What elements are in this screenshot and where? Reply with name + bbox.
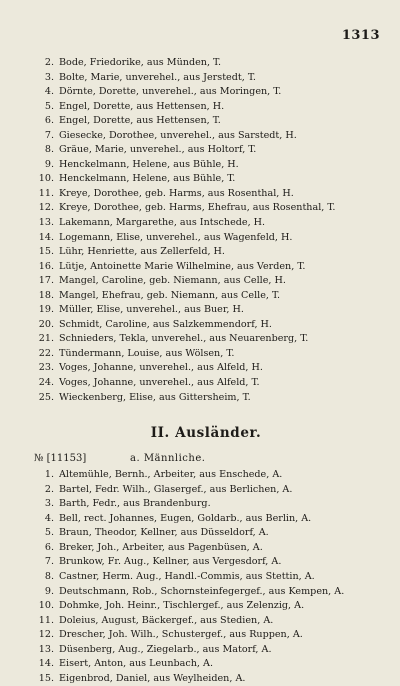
entry-text: Lakemann, Margarethe, aus Intschede, H.	[59, 217, 266, 229]
list-item	[34, 599, 378, 614]
entry-text: Voges, Johanne, unverehel., aus Alfeld, H.	[59, 362, 263, 374]
entry-text: Mangel, Ehefrau, geb. Niemann, aus Celle, T.	[59, 289, 281, 301]
entry-text: Gräue, Marie, unverehel., aus Holtorf, T.	[59, 144, 257, 156]
entry-number: 4.	[44, 512, 54, 524]
list-item	[34, 143, 378, 158]
list-item	[34, 289, 378, 304]
entry-text: Eisert, Anton, aus Leunbach, A.	[59, 658, 213, 670]
entry-number: 22.	[38, 347, 54, 359]
entry-number: 9.	[44, 158, 54, 170]
list-item	[34, 391, 378, 406]
list-item	[34, 347, 378, 362]
list-item	[34, 628, 378, 643]
list-item	[34, 201, 378, 216]
sub-heading	[34, 451, 378, 466]
entry-text: Henckelmann, Helene, aus Bühle, T.	[59, 173, 236, 185]
entry-number: 5.	[44, 527, 54, 539]
list-item	[34, 657, 378, 672]
entry-number: 21.	[38, 333, 54, 345]
entry-text: Düsenberg, Aug., Ziegelarb., aus Matorf, A.	[59, 643, 272, 655]
entry-number: 24.	[38, 377, 54, 389]
list-item	[34, 497, 378, 512]
entry-text: Dörnte, Dorette, unverehel., aus Moringen, T.	[59, 86, 282, 98]
list-item	[34, 56, 378, 71]
entry-number: 6.	[44, 541, 54, 553]
entry-number: 10.	[38, 173, 54, 185]
lower-entry-list	[34, 468, 378, 686]
list-item	[34, 100, 378, 115]
entry-number: 9.	[44, 585, 54, 597]
entry-number: 8.	[44, 570, 54, 582]
entry-text: Bolte, Marie, unverehel., aus Jerstedt, T.	[59, 71, 256, 83]
entry-text: Schmidt, Caroline, aus Salzkemmendorf, H.	[59, 318, 272, 330]
entry-text: Deutschmann, Rob., Schornsteinfegergef., aus Kempen, A.	[59, 585, 345, 597]
entry-text: Doleius, August, Bäckergef., aus Stedien, A.	[59, 614, 274, 626]
list-item	[34, 245, 378, 260]
entry-text: Bartel, Fedr. Wilh., Glasergef., aus Berlichen, A.	[59, 483, 293, 495]
entry-text: Braun, Theodor, Kellner, aus Düsseldorf, A.	[59, 527, 269, 539]
entry-number: 13.	[38, 643, 54, 655]
entry-text: Kreye, Dorothee, geb. Harms, aus Rosenthal, H.	[59, 187, 294, 199]
list-item	[34, 555, 378, 570]
entry-number: 3.	[44, 71, 54, 83]
entry-text: Bell, rect. Johannes, Eugen, Goldarb., aus Berlin, A.	[59, 512, 312, 524]
page-number: 1313	[341, 28, 380, 43]
entry-number: 11.	[38, 614, 54, 626]
entry-number: 19.	[38, 304, 54, 316]
entry-text: Lütje, Antoinette Marie Wilhelmine, aus Verden, T.	[59, 260, 306, 272]
entry-text: Wieckenberg, Elise, aus Gittersheim, T.	[59, 391, 251, 403]
entry-number: 3.	[44, 498, 54, 510]
list-item	[34, 231, 378, 246]
entry-text: Henckelmann, Helene, aus Bühle, H.	[59, 158, 239, 170]
entry-number: 2.	[44, 483, 54, 495]
list-item	[34, 274, 378, 289]
section-heading: II. Ausländer.	[150, 425, 262, 442]
list-item	[34, 361, 378, 376]
entry-text: Barth, Fedr., aus Brandenburg.	[59, 498, 211, 510]
list-item	[34, 216, 378, 231]
entry-number: 7.	[44, 129, 54, 141]
list-item	[34, 260, 378, 275]
list-item	[34, 376, 378, 391]
entry-text: Schnieders, Tekla, unverehel., aus Neuarenberg, T.	[59, 333, 309, 345]
list-item	[34, 303, 378, 318]
entry-text: Castner, Herm. Aug., Handl.-Commis, aus Stettin, A.	[59, 570, 315, 582]
list-item	[34, 318, 378, 333]
entry-text: Kreye, Dorothee, geb. Harms, Ehefrau, aus Rosenthal, T.	[59, 202, 336, 214]
entry-text: Bode, Friedorike, aus Münden, T.	[59, 57, 222, 68]
list-item	[34, 526, 378, 541]
entry-number: 11.	[38, 187, 54, 199]
list-item	[34, 468, 378, 483]
entry-text: Müller, Elise, unverehel., aus Buer, H.	[59, 304, 244, 316]
upper-entry-list	[34, 56, 378, 405]
list-item	[34, 585, 378, 600]
entry-text: Logemann, Elise, unverehel., aus Wagenfeld, H.	[59, 231, 293, 243]
entry-text: Mangel, Caroline, geb. Niemann, aus Celle, H.	[59, 275, 286, 287]
list-item	[34, 172, 378, 187]
entry-text: Lühr, Henriette, aus Zellerfeld, H.	[59, 246, 225, 258]
entry-number: 18.	[38, 289, 54, 301]
list-item	[34, 129, 378, 144]
entry-number: 16.	[38, 260, 54, 272]
entry-text: Brunkow, Fr. Aug., Kellner, aus Vergesdorf, A.	[59, 556, 282, 568]
entry-number: 12.	[38, 202, 54, 214]
list-item	[34, 85, 378, 100]
entry-text: Drescher, Joh. Wilh., Schustergef., aus Ruppen, A.	[59, 629, 303, 641]
list-item	[34, 114, 378, 129]
entry-text: Dohmke, Joh. Heinr., Tischlergef., aus Zelenzig, A.	[59, 600, 305, 612]
entry-number: 6.	[44, 115, 54, 127]
entry-number: 14.	[38, 658, 54, 670]
entry-number: 2.	[44, 57, 54, 68]
entry-number: 10.	[38, 600, 54, 612]
entry-number: 13.	[38, 217, 54, 229]
list-item	[34, 541, 378, 556]
list-item	[34, 512, 378, 527]
list-item	[34, 614, 378, 629]
entry-number: 23.	[38, 362, 54, 374]
entry-text: Engel, Dorette, aus Hettensen, T.	[59, 115, 221, 127]
list-item	[34, 158, 378, 173]
entry-number: 5.	[44, 100, 54, 112]
entry-text: Eigenbrod, Daniel, aus Weylheiden, A.	[59, 672, 246, 684]
entry-text: Giesecke, Dorothee, unverehel., aus Sarstedt, H.	[59, 129, 297, 141]
entry-number: 1.	[44, 469, 54, 481]
list-item	[34, 643, 378, 658]
entry-number: 8.	[44, 144, 54, 156]
list-item	[34, 187, 378, 202]
list-item	[34, 71, 378, 86]
entry-number: 17.	[38, 275, 54, 287]
list-item	[34, 332, 378, 347]
entry-text: Altemühle, Bernh., Arbeiter, aus Enschede, A.	[59, 469, 283, 481]
entry-number: 15.	[38, 246, 54, 258]
sub-heading-number: № [11153]	[34, 453, 87, 465]
entry-number: 7.	[44, 556, 54, 568]
list-item	[34, 672, 378, 686]
entry-text: Breker, Joh., Arbeiter, aus Pagenbüsen, A.	[59, 541, 263, 553]
entry-number: 4.	[44, 86, 54, 98]
entry-number: 12.	[38, 629, 54, 641]
entry-text: Engel, Dorette, aus Hettensen, H.	[59, 100, 225, 112]
entry-text: Tündermann, Louise, aus Wölsen, T.	[59, 347, 235, 359]
entry-number: 14.	[38, 231, 54, 243]
sub-heading-label: a. Männliche.	[130, 453, 206, 465]
entry-number: 20.	[38, 318, 54, 330]
entry-number: 15.	[38, 672, 54, 684]
entry-text: Voges, Johanne, unverehel., aus Alfeld, T.	[59, 377, 260, 389]
list-item	[34, 570, 378, 585]
entry-number: 25.	[38, 391, 54, 403]
list-item	[34, 483, 378, 498]
